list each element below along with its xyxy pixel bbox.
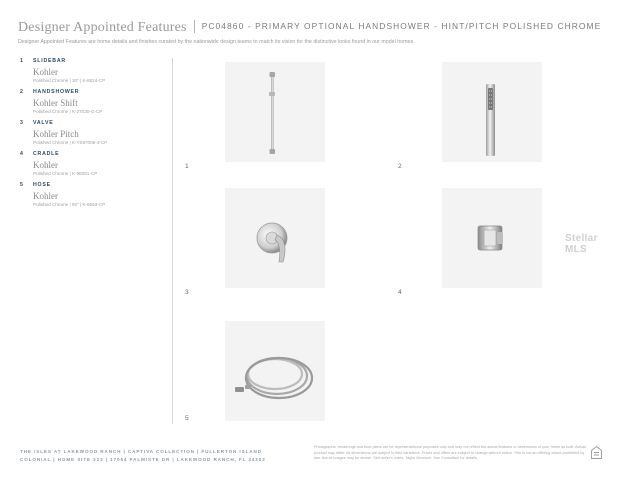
- valve-icon: [225, 188, 325, 288]
- feature-number: 3: [20, 120, 23, 126]
- feature-detail: Polished Chrome | K-98351-CP: [33, 171, 98, 176]
- feature-brand: Kohler Pitch: [33, 129, 79, 139]
- photo-label: 3: [185, 289, 189, 296]
- package-code: PC04860 - PRIMARY OPTIONAL HANDSHOWER - HINT/PITCH POLISHED CHROME: [201, 21, 602, 31]
- feature-category: SLIDEBAR: [33, 58, 66, 64]
- product-photo-cradle: [442, 188, 542, 288]
- product-photo-slidebar: [225, 62, 325, 162]
- title-separator: [194, 20, 195, 33]
- photo-label: 2: [398, 163, 402, 170]
- photo-label: 1: [185, 163, 189, 170]
- watermark: Stellar MLS: [565, 233, 598, 255]
- footer-community-line1: THE ISLES AT LAKEWOOD RANCH | CAPTIVA COLLECTION | FULLERTON ISLAND: [20, 449, 262, 454]
- feature-item: [20, 58, 170, 89]
- product-photo-handshower: [442, 62, 542, 162]
- feature-category: VALVE: [33, 120, 54, 126]
- footer-community-line2: COLONIAL | HOME SITE 222 | 17054 PALMISTE DR | LAKEWOOD RANCH, FL 34202: [20, 457, 266, 462]
- footer-disclaimer: Photographs, renderings and floor plans are for representational purposes only and may not reflect the actual features or dimensions of your home as built. Actual product may differ. All dimensions are subject to field variations. Prices and offers are subject to change without notice. This is not an offering where prohibited by law. Not all images may be shown. See seller's notes. Taylor Morrison. See Consultant for details.: [314, 445, 586, 461]
- feature-category: HANDSHOWER: [33, 89, 80, 95]
- hose-icon: [225, 321, 325, 421]
- slidebar-icon: [225, 62, 325, 162]
- feature-item: [20, 151, 170, 182]
- feature-brand: Kohler: [33, 67, 58, 77]
- feature-item: [20, 182, 170, 213]
- feature-category: HOSE: [33, 182, 51, 188]
- feature-category: CRADLE: [33, 151, 60, 157]
- feature-brand: Kohler: [33, 160, 58, 170]
- feature-detail: Polished Chrome | 30" | K-8524-CP: [33, 78, 106, 83]
- feature-number: 1: [20, 58, 23, 64]
- page-header: [18, 18, 601, 36]
- page-subtitle: Designer Appointed Features are home details and finishes curated by the nationwide design teams to match its vision for the distinctive looks found in our model homes.: [18, 39, 415, 45]
- product-photo-hose: [225, 321, 325, 421]
- handshower-icon: [442, 62, 542, 162]
- feature-brand: Kohler Shift: [33, 98, 78, 108]
- footer-community: [20, 448, 266, 464]
- feature-brand: Kohler: [33, 191, 58, 201]
- feature-detail: Polished Chrome | 60" | K-8593-CP: [33, 202, 106, 207]
- feature-number: 4: [20, 151, 23, 157]
- column-divider: [172, 58, 173, 424]
- feature-item: [20, 120, 170, 151]
- photo-label: 5: [185, 415, 189, 422]
- page-title: Designer Appointed Features: [18, 20, 187, 35]
- product-photo-valve: [225, 188, 325, 288]
- feature-list: [20, 58, 170, 213]
- feature-detail: Polished Chrome | K-TS97006-4-CP: [33, 140, 108, 145]
- photo-label: 4: [398, 289, 402, 296]
- feature-detail: Polished Chrome | K-27030-G-CP: [33, 109, 103, 114]
- cradle-icon: [442, 188, 542, 288]
- feature-item: [20, 89, 170, 120]
- feature-number: 2: [20, 89, 23, 95]
- feature-number: 5: [20, 182, 23, 188]
- equal-housing-opportunity-icon: [591, 446, 602, 459]
